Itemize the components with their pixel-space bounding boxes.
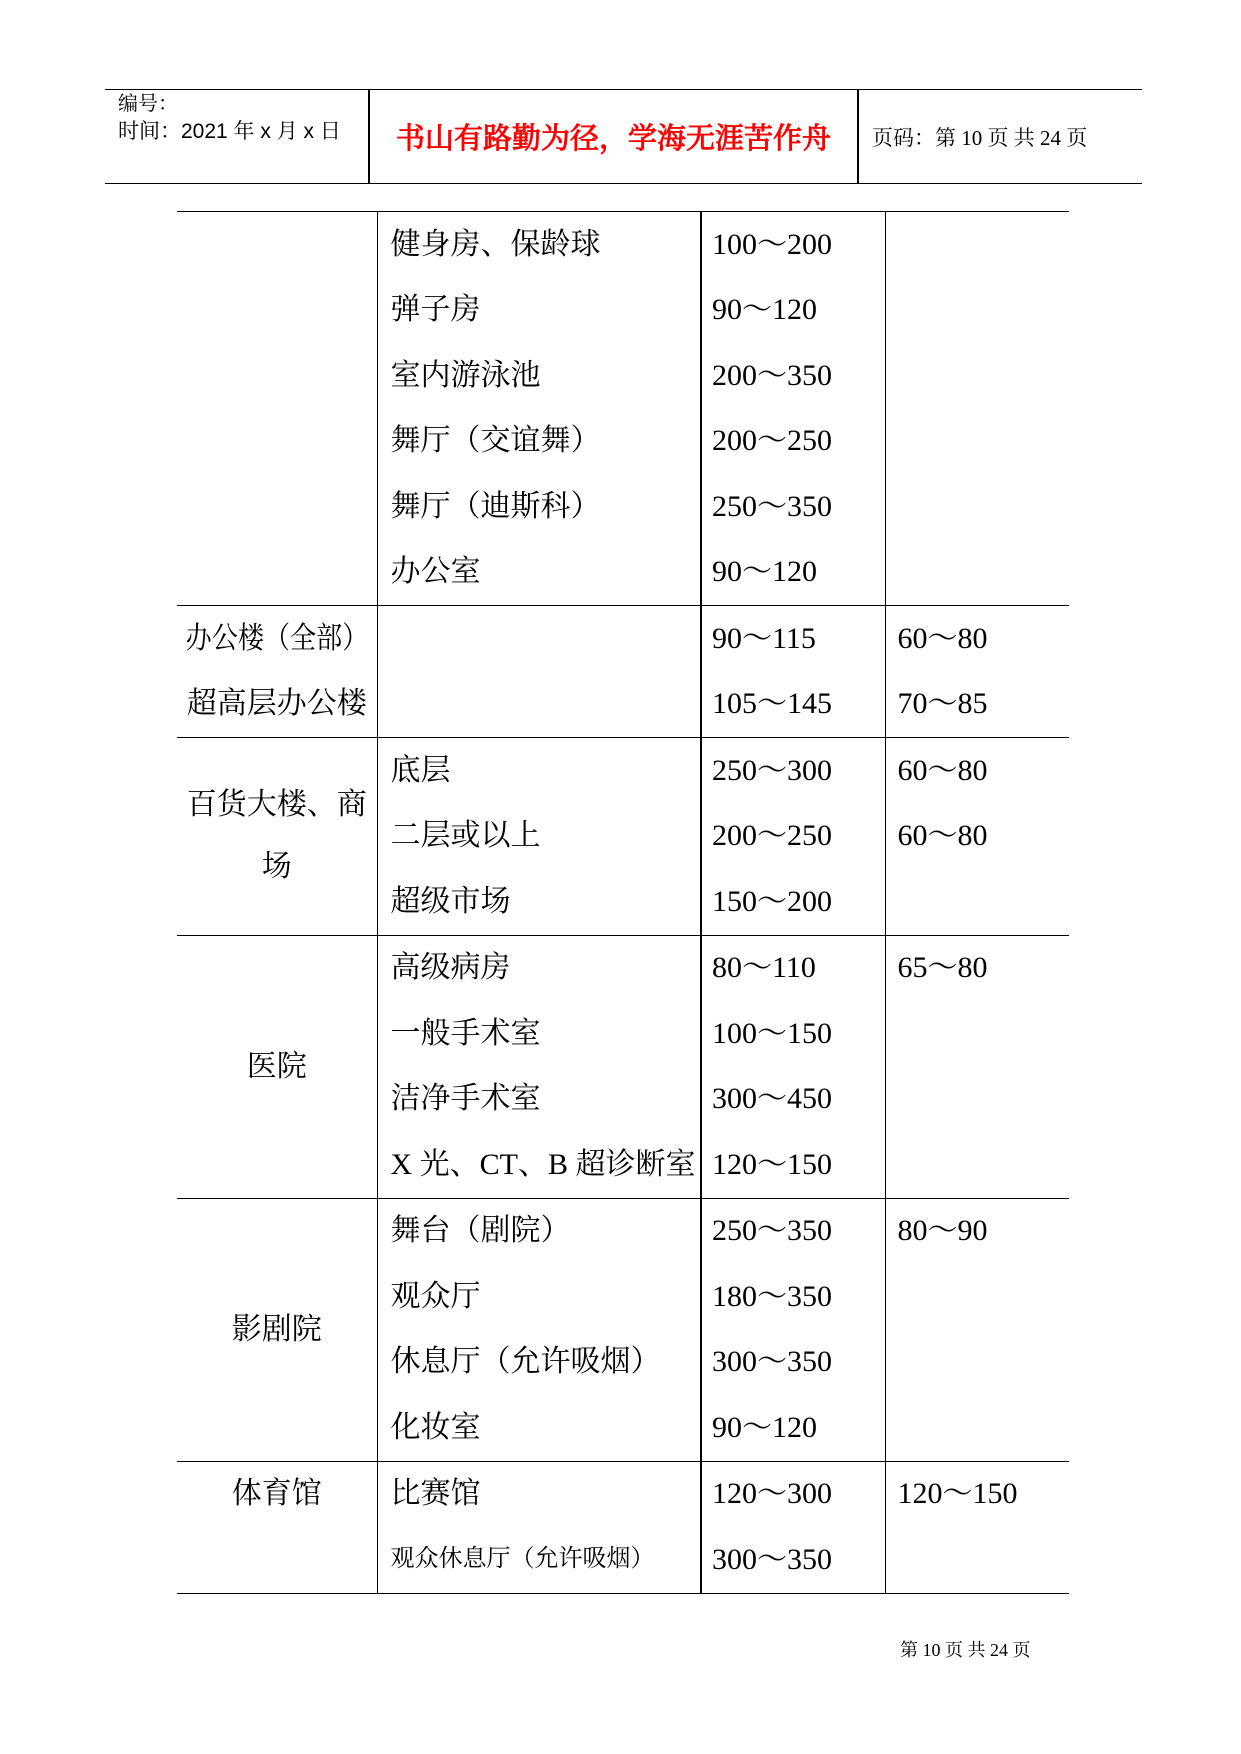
table-row xyxy=(177,738,1069,804)
range-a-cell: 200～350 xyxy=(701,343,885,409)
range-b-cell: 60～80 xyxy=(885,606,1069,672)
range-b-cell xyxy=(885,409,1069,475)
motto-text: 书山有路勤为径，学海无涯苦作舟 xyxy=(395,123,831,155)
table-row xyxy=(177,1527,1069,1593)
range-b-cell xyxy=(885,1264,1069,1330)
range-a-cell: 120～150 xyxy=(701,1132,885,1198)
item-cell: 底层 xyxy=(377,738,701,804)
range-b-cell xyxy=(885,540,1069,606)
range-b-cell xyxy=(885,212,1069,278)
item-cell: 办公室 xyxy=(377,540,701,606)
range-b-cell: 70～85 xyxy=(885,672,1069,738)
range-a-cell: 90～120 xyxy=(701,1395,885,1461)
category-cell: 影剧院 xyxy=(231,1312,322,1346)
item-cell: 舞厅（迪斯科） xyxy=(377,474,701,540)
item-cell: 休息厅（允许吸烟） xyxy=(377,1330,701,1396)
category-cell: 百货大楼、商场 xyxy=(186,788,367,884)
item-cell: 化妆室 xyxy=(377,1395,701,1461)
range-b-cell xyxy=(885,343,1069,409)
serial-number-label: 编号： xyxy=(118,93,178,115)
range-a-cell: 120～300 xyxy=(701,1461,885,1527)
item-cell: 比赛馆 xyxy=(377,1461,701,1527)
range-b-cell xyxy=(885,1527,1069,1593)
item-cell xyxy=(377,606,701,672)
range-b-cell xyxy=(885,1001,1069,1067)
item-cell: 舞台（剧院） xyxy=(377,1198,701,1264)
table-section xyxy=(177,1198,1069,1461)
range-b-cell xyxy=(885,1330,1069,1396)
item-cell: 室内游泳池 xyxy=(377,343,701,409)
item-cell: 观众厅 xyxy=(377,1264,701,1330)
range-a-cell: 100～150 xyxy=(701,1001,885,1067)
range-a-cell: 90～120 xyxy=(701,278,885,344)
table-row xyxy=(177,212,1069,278)
range-b-cell: 80～90 xyxy=(885,1198,1069,1264)
item-cell: 高级病房 xyxy=(377,935,701,1001)
range-b-cell: 60～80 xyxy=(885,738,1069,804)
range-a-cell: 100～200 xyxy=(701,212,885,278)
range-b-cell: 65～80 xyxy=(885,935,1069,1001)
range-a-cell: 300～450 xyxy=(701,1067,885,1133)
table-row xyxy=(177,606,1069,672)
range-a-cell: 90～115 xyxy=(701,606,885,672)
range-a-cell: 300～350 xyxy=(701,1527,885,1593)
range-b-cell xyxy=(885,1132,1069,1198)
item-cell: 一般手术室 xyxy=(377,1001,701,1067)
range-a-cell: 80～110 xyxy=(701,935,885,1001)
table-row xyxy=(177,1198,1069,1264)
range-a-cell: 200～250 xyxy=(701,409,885,475)
range-b-cell: 120～150 xyxy=(885,1461,1069,1527)
category-cell: 超高层办公楼 xyxy=(186,687,367,721)
date-text: 时间：2021 年 x 月 x 日 xyxy=(118,120,341,143)
item-cell: 健身房、保龄球 xyxy=(377,212,701,278)
range-b-cell xyxy=(885,278,1069,344)
item-cell: 弹子房 xyxy=(377,278,701,344)
header-page-info: 页码：第 10 页 共 24 页 xyxy=(872,125,1088,150)
table-section xyxy=(177,935,1069,1198)
table-row xyxy=(177,672,1069,738)
page-header xyxy=(105,89,1142,184)
item-cell: 洁净手术室 xyxy=(377,1067,701,1133)
table-section xyxy=(177,212,1069,606)
range-a-cell: 180～350 xyxy=(701,1264,885,1330)
range-b-cell xyxy=(885,474,1069,540)
table-section xyxy=(177,738,1069,936)
range-b-cell xyxy=(885,1067,1069,1133)
item-cell: 舞厅（交谊舞） xyxy=(377,409,701,475)
item-cell xyxy=(377,672,701,738)
category-cell xyxy=(177,1527,377,1593)
category-cell xyxy=(177,212,377,606)
table-section xyxy=(177,606,1069,738)
range-a-cell: 250～350 xyxy=(701,1198,885,1264)
category-cell: 体育馆 xyxy=(231,1477,322,1511)
item-cell: X 光、CT、B 超诊断室 xyxy=(377,1132,701,1198)
range-a-cell: 250～300 xyxy=(701,738,885,804)
range-a-cell: 90～120 xyxy=(701,540,885,606)
table-row xyxy=(177,935,1069,1001)
range-b-cell xyxy=(885,1395,1069,1461)
item-cell: 二层或以上 xyxy=(377,804,701,870)
item-cell: 观众休息厅（允许吸烟） xyxy=(377,1527,701,1593)
range-a-cell: 250～350 xyxy=(701,474,885,540)
range-a-cell: 105～145 xyxy=(701,672,885,738)
page-footer: 第 10 页 共 24 页 xyxy=(900,1640,1031,1660)
category-label: 办公楼（全部） xyxy=(185,621,369,655)
range-b-cell xyxy=(885,869,1069,935)
category-cell xyxy=(177,606,377,672)
range-a-cell: 200～250 xyxy=(701,804,885,870)
category-cell: 医院 xyxy=(246,1049,307,1083)
range-a-cell: 300～350 xyxy=(701,1330,885,1396)
table-section xyxy=(177,1461,1069,1593)
lighting-table xyxy=(177,211,1069,1594)
range-b-cell: 60～80 xyxy=(885,804,1069,870)
table-row xyxy=(177,1461,1069,1527)
item-cell: 超级市场 xyxy=(377,869,701,935)
range-a-cell: 150～200 xyxy=(701,869,885,935)
